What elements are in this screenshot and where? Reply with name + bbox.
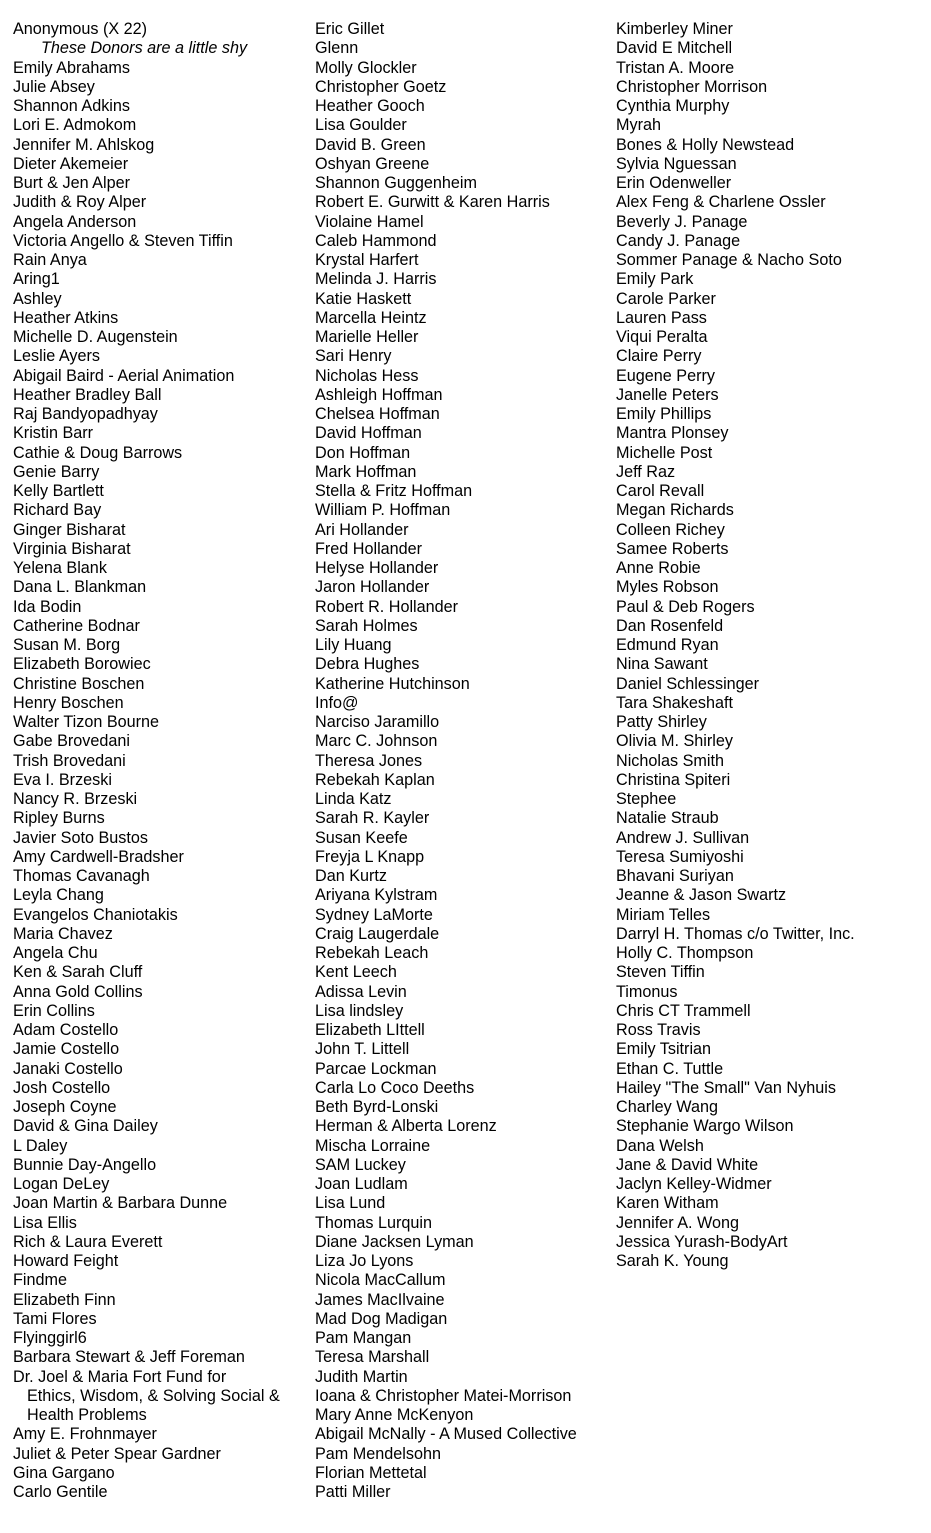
donor-name: Lisa Ellis	[13, 1213, 77, 1232]
donor-name: Nina Sawant	[616, 655, 708, 674]
donor-name: Miriam Telles	[616, 905, 711, 924]
donor-name: Joan Ludlam	[315, 1175, 408, 1193]
donor-name: Janaki Costello	[13, 1059, 123, 1078]
donor-name: Florian Mettetal	[315, 1463, 427, 1482]
donor-name: Thomas Cavanagh	[13, 867, 150, 885]
donor-name: Don Hoffman	[315, 443, 411, 462]
donor-name: Burt & Jen Alper	[13, 174, 130, 192]
donor-name: Dieter Akemeier	[13, 154, 129, 173]
donor-name: Bones & Holly Newstead	[616, 135, 795, 154]
donor-name: Glenn	[315, 39, 359, 58]
donor-name: Catherine Bodnar	[13, 616, 140, 635]
donor-name: Josh Costello	[13, 1078, 111, 1097]
donor-name: Rain Anya	[13, 251, 87, 269]
donor-name: Victoria Angello & Steven Tiffin	[13, 231, 233, 250]
donor-name: Tami Flores	[13, 1309, 97, 1328]
donor-name: Eugene Perry	[616, 366, 715, 385]
donor-name: Lisa Lund	[315, 1194, 386, 1213]
donor-name: Thomas Lurquin	[315, 1213, 432, 1232]
donor-name: Herman & Alberta Lorenz	[315, 1117, 497, 1136]
donor-name: David Hoffman	[315, 424, 422, 443]
donor-name: Elizabeth LIttell	[315, 1021, 425, 1039]
donor-name: Robert E. Gurwitt & Karen Harris	[315, 193, 550, 212]
donor-name: Sarah Holmes	[315, 616, 418, 635]
donor-name: Darryl H. Thomas c/o Twitter, Inc.	[616, 924, 855, 943]
donor-name: Chris CT Trammell	[616, 1001, 751, 1020]
donor-name: Cathie & Doug Barrows	[13, 443, 183, 462]
donor-name: Bhavani Suriyan	[616, 867, 734, 885]
donor-name: Michelle Post	[616, 443, 713, 462]
donor-name: Debra Hughes	[315, 655, 420, 674]
donor-name: Flyinggirl6	[13, 1329, 87, 1347]
donor-name: Dr. Joel & Maria Fort Fund for	[13, 1367, 227, 1386]
donor-name: Stella & Fritz Hoffman	[315, 482, 473, 500]
donor-name: Anna Gold Collins	[13, 982, 143, 1001]
donor-name: Jessica Yurash-BodyArt	[616, 1232, 788, 1251]
donor-name: Katherine Hutchinson	[315, 674, 470, 693]
donor-column-3	[616, 20, 855, 1271]
donor-name: Oshyan Greene	[315, 154, 430, 173]
donor-name: Nancy R. Brzeski	[13, 790, 138, 808]
donor-name: Anonymous (X 22)	[13, 20, 148, 38]
donor-name: Eva I. Brzeski	[13, 770, 112, 789]
donor-name: Samee Roberts	[616, 539, 729, 558]
donor-name: James MacIlvaine	[315, 1290, 445, 1309]
donor-name: Kelly Bartlett	[13, 482, 104, 500]
donor-name: Joan Martin & Barbara Dunne	[13, 1194, 228, 1213]
donor-name: Robert R. Hollander	[315, 597, 459, 616]
donor-name: Lily Huang	[315, 636, 392, 654]
donor-name: Rebekah Leach	[315, 944, 429, 962]
donor-name: Howard Feight	[13, 1252, 119, 1270]
donor-name: Eric Gillet	[315, 20, 385, 38]
donor-name: Marc C. Johnson	[315, 732, 438, 751]
donor-name: Leslie Ayers	[13, 347, 100, 366]
donor-name: Ida Bodin	[13, 597, 82, 616]
donor-list	[0, 20, 931, 1520]
donor-name: Henry Boschen	[13, 693, 124, 712]
donor-name: Pam Mangan	[315, 1329, 412, 1347]
donor-column-1	[13, 20, 280, 1502]
donor-name: Daniel Schlessinger	[616, 674, 760, 693]
donor-name: Pam Mendelsohn	[315, 1444, 441, 1463]
donor-name: Lori E. Admokom	[13, 116, 137, 135]
donor-name: Ken & Sarah Cluff	[13, 963, 143, 982]
donor-name: Ross Travis	[616, 1021, 701, 1039]
donor-name: Sommer Panage & Nacho Soto	[616, 251, 842, 269]
donor-name: Emily Tsitrian	[616, 1040, 712, 1059]
donor-name: Rich & Laura Everett	[13, 1232, 163, 1251]
donor-name: Janelle Peters	[616, 385, 719, 404]
donor-name: Molly Glockler	[315, 58, 417, 77]
donor-name: Christopher Morrison	[616, 77, 768, 96]
donor-name: Barbara Stewart & Jeff Foreman	[13, 1348, 245, 1367]
donor-name: Charley Wang	[616, 1098, 718, 1116]
donor-name: Rebekah Kaplan	[315, 770, 435, 789]
donor-name: L Daley	[13, 1136, 68, 1155]
donor-name: Evangelos Chaniotakis	[13, 905, 178, 924]
donor-name: Marcella Heintz	[315, 308, 427, 327]
donor-name: Lisa Goulder	[315, 116, 407, 135]
donor-name: Joseph Coyne	[13, 1098, 117, 1116]
donor-name: David E Mitchell	[616, 39, 733, 58]
donor-name: Ashley	[13, 289, 62, 308]
donor-name: Kimberley Miner	[616, 20, 733, 38]
donor-name: Adam Costello	[13, 1021, 119, 1039]
donor-name: Beverly J. Panage	[616, 212, 748, 231]
donor-name: Timonus	[616, 982, 678, 1001]
donor-name: SAM Luckey	[315, 1155, 406, 1174]
donor-name: Ethan C. Tuttle	[616, 1059, 724, 1078]
donor-name: Jeanne & Jason Swartz	[616, 886, 787, 905]
donor-name: Amy Cardwell-Bradsher	[13, 847, 184, 866]
donor-name: Judith Martin	[315, 1367, 408, 1386]
donor-name: Aring1	[13, 270, 60, 289]
donor-name: Logan DeLey	[13, 1175, 110, 1193]
donor-name: Sylvia Nguessan	[616, 154, 737, 173]
donor-name: Sarah R. Kayler	[315, 809, 430, 828]
donor-name: Nicola MacCallum	[315, 1271, 446, 1290]
donor-name: Marielle Heller	[315, 328, 419, 346]
donor-name: Myrah	[616, 116, 661, 135]
donor-column-2	[315, 20, 577, 1502]
donor-name: Mary Anne McKenyon	[315, 1406, 474, 1424]
donor-name: Ariyana Kylstram	[315, 886, 438, 905]
donor-name: Karen Witham	[616, 1194, 719, 1213]
donor-name: Claire Perry	[616, 347, 702, 366]
donor-name: Sarah K. Young	[616, 1252, 729, 1270]
donor-name: Susan Keefe	[315, 828, 408, 847]
donor-name: Steven Tiffin	[616, 963, 705, 982]
donor-name: Andrew J. Sullivan	[616, 828, 750, 847]
donor-name: Erin Odenweller	[616, 174, 732, 192]
donor-name: Edmund Ryan	[616, 636, 719, 654]
donor-name: Olivia M. Shirley	[616, 732, 733, 751]
donor-name: Emily Phillips	[616, 405, 712, 423]
donor-name: Bunnie Day-Angello	[13, 1155, 157, 1174]
donor-name: Viqui Peralta	[616, 328, 708, 346]
donor-name: Elizabeth Borowiec	[13, 655, 151, 674]
donor-name: Jeff Raz	[616, 462, 676, 481]
donor-name: Michelle D. Augenstein	[13, 328, 178, 346]
donor-name: Tristan A. Moore	[616, 58, 735, 77]
donor-name: Katie Haskett	[315, 289, 412, 308]
donor-name: Info@	[315, 693, 359, 712]
donor-name: Shannon Adkins	[13, 97, 131, 115]
donor-name: Anne Robie	[616, 559, 701, 577]
donor-name: Mad Dog Madigan	[315, 1309, 448, 1328]
donor-name: Dana Welsh	[616, 1136, 704, 1155]
donor-name: Walter Tizon Bourne	[13, 713, 160, 731]
donor-name: Cynthia Murphy	[616, 97, 730, 115]
donor-name: Natalie Straub	[616, 809, 719, 828]
donor-name: Gina Gargano	[13, 1463, 115, 1482]
donor-name: Holly C. Thompson	[616, 944, 754, 962]
donor-name: Amy E. Frohnmayer	[13, 1425, 157, 1444]
donor-name: Melinda J. Harris	[315, 270, 437, 289]
donor-name: Alex Feng & Charlene Ossler	[616, 193, 826, 212]
donor-name: Elizabeth Finn	[13, 1290, 116, 1309]
donor-name: Raj Bandyopadhyay	[13, 405, 158, 423]
donor-name: Christine Boschen	[13, 674, 145, 693]
donor-name: Myles Robson	[616, 578, 719, 597]
donor-name: Dan Kurtz	[315, 867, 387, 885]
donor-name: Heather Bradley Ball	[13, 385, 162, 404]
donor-name: Linda Katz	[315, 790, 392, 808]
donor-name: John T. Littell	[315, 1040, 410, 1059]
donor-name: Susan M. Borg	[13, 636, 121, 654]
donor-name: Tara Shakeshaft	[616, 693, 733, 712]
donor-name: Jennifer M. Ahlskog	[13, 135, 155, 154]
donor-name: Mark Hoffman	[315, 462, 417, 481]
donor-name: Chelsea Hoffman	[315, 405, 440, 423]
donor-name: Angela Chu	[13, 944, 98, 962]
donor-name: Liza Jo Lyons	[315, 1252, 414, 1270]
donor-name: Sari Henry	[315, 347, 392, 366]
donor-name: Jennifer A. Wong	[616, 1213, 739, 1232]
donor-name: Lauren Pass	[616, 308, 707, 327]
donor-name: Abigail McNally - A Mused Collective	[315, 1425, 577, 1444]
donor-name: Kent Leech	[315, 963, 397, 982]
donor-name: Jane & David White	[616, 1155, 759, 1174]
donor-name: Stephanie Wargo Wilson	[616, 1117, 794, 1136]
donor-name: Ginger Bisharat	[13, 520, 126, 539]
donor-name: Freyja L Knapp	[315, 847, 425, 866]
donor-name: Ashleigh Hoffman	[315, 385, 443, 404]
donor-name: Ari Hollander	[315, 520, 409, 539]
donor-name: Richard Bay	[13, 501, 102, 520]
donor-name: Jaclyn Kelley-Widmer	[616, 1175, 772, 1193]
donor-note: These Donors are a little shy	[41, 39, 248, 58]
donor-name: Carla Lo Coco Deeths	[315, 1078, 475, 1097]
donor-name: Gabe Brovedani	[13, 732, 130, 751]
donor-name: Javier Soto Bustos	[13, 828, 148, 847]
donor-name: Judith & Roy Alper	[13, 193, 147, 212]
donor-name: Megan Richards	[616, 501, 734, 520]
donor-name: Carol Revall	[616, 482, 705, 500]
donor-name: Carlo Gentile	[13, 1483, 108, 1501]
donor-name: Christina Spiteri	[616, 770, 731, 789]
donor-name: Ripley Burns	[13, 809, 105, 828]
donor-name: Dan Rosenfeld	[616, 616, 724, 635]
donor-name: Findme	[13, 1271, 67, 1290]
donor-name: Health Problems	[27, 1406, 147, 1424]
donor-name: Diane Jacksen Lyman	[315, 1232, 474, 1251]
donor-name: Erin Collins	[13, 1001, 95, 1020]
donor-name: Heather Gooch	[315, 97, 425, 115]
donor-name: Narciso Jaramillo	[315, 713, 440, 731]
donor-name: Beth Byrd-Lonski	[315, 1098, 439, 1116]
donor-name: Helyse Hollander	[315, 559, 439, 577]
donor-name: Hailey "The Small" Van Nyhuis	[616, 1078, 836, 1097]
donor-name: Virginia Bisharat	[13, 539, 131, 558]
donor-name: Carole Parker	[616, 289, 716, 308]
donor-name: Teresa Marshall	[315, 1348, 430, 1367]
donor-name: Trish Brovedani	[13, 751, 126, 770]
donor-name: Fred Hollander	[315, 539, 423, 558]
donor-name: Juliet & Peter Spear Gardner	[13, 1444, 221, 1463]
donor-name: Ethics, Wisdom, & Solving Social &	[27, 1386, 280, 1405]
donor-name: Jaron Hollander	[315, 578, 430, 597]
donor-name: Teresa Sumiyoshi	[616, 847, 744, 866]
donor-name: Heather Atkins	[13, 308, 119, 327]
donor-name: Yelena Blank	[13, 559, 107, 577]
donor-name: Caleb Hammond	[315, 231, 437, 250]
donor-name: Genie Barry	[13, 462, 100, 481]
donor-name: Maria Chavez	[13, 924, 113, 943]
donor-name: Stephee	[616, 790, 677, 808]
donor-name: Nicholas Smith	[616, 751, 724, 770]
donor-name: Lisa lindsley	[315, 1001, 404, 1020]
donor-name: Emily Abrahams	[13, 58, 130, 77]
donor-name: Krystal Harfert	[315, 251, 419, 269]
donor-name: Mischa Lorraine	[315, 1136, 431, 1155]
donor-name: Colleen Richey	[616, 520, 725, 539]
donor-name: Ioana & Christopher Matei-Morrison	[315, 1386, 572, 1405]
donor-name: David B. Green	[315, 135, 426, 154]
donor-name: William P. Hoffman	[315, 501, 451, 520]
donor-name: Nicholas Hess	[315, 366, 419, 385]
donor-name: Parcae Lockman	[315, 1059, 437, 1078]
donor-name: Patty Shirley	[616, 713, 707, 731]
donor-name: Julie Absey	[13, 77, 95, 96]
donor-name: Emily Park	[616, 270, 694, 289]
donor-name: Jamie Costello	[13, 1040, 120, 1059]
donor-name: Adissa Levin	[315, 982, 407, 1001]
donor-name: Angela Anderson	[13, 212, 137, 231]
donor-name: Paul & Deb Rogers	[616, 597, 755, 616]
donor-name: Candy J. Panage	[616, 231, 741, 250]
donor-name: Kristin Barr	[13, 424, 94, 443]
donor-name: Craig Laugerdale	[315, 924, 440, 943]
donor-name: Shannon Guggenheim	[315, 174, 478, 192]
donor-name: Patti Miller	[315, 1483, 391, 1501]
donor-name: Theresa Jones	[315, 751, 423, 770]
donor-name: Mantra Plonsey	[616, 424, 729, 443]
donor-name: Leyla Chang	[13, 886, 104, 905]
donor-name: Sydney LaMorte	[315, 905, 433, 924]
donor-name: Dana L. Blankman	[13, 578, 147, 597]
donor-name: Violaine Hamel	[315, 212, 424, 231]
donor-name: Christopher Goetz	[315, 77, 447, 96]
donor-name: David & Gina Dailey	[13, 1117, 158, 1136]
donor-name: Abigail Baird - Aerial Animation	[13, 366, 235, 385]
